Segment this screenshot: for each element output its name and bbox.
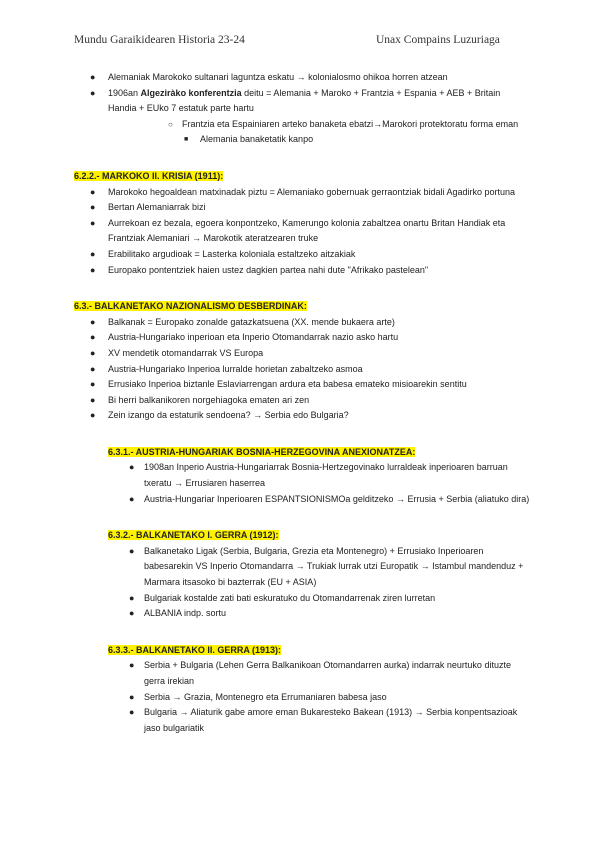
square-bullet-icon: ■: [184, 136, 189, 144]
section-622-list: [0, 185, 600, 279]
bullet-icon: ●: [90, 347, 96, 358]
list-item: ● Bulgariak kostalde zati bati eskuratuko du Otomandarrenak ziren lurretan: [0, 591, 600, 607]
list-item: ● Aurrekoan ez bezala, egoera konpontzeko, Kamerungo kolonia zabaltzea onartu Britan Handiak eta Frantziak Alemaniari → Marokotik ateratzearen truke: [90, 217, 506, 244]
bullet-icon: ●: [129, 493, 135, 504]
list-item: ● Serbia + Bulgaria (Lehen Gerra Balkanikoan Otomandarren aurka) indarrak neurtuko dituzte gerra irekian: [129, 660, 511, 686]
section-632-list: [0, 544, 600, 622]
bullet-icon: ●: [90, 316, 96, 327]
bullet-icon: ●: [90, 363, 96, 374]
bullet-icon: ●: [129, 660, 135, 671]
list-item: ● Europako pontentziek haien ustez dagkien partea nahi dute "Afrikako pastelean": [0, 263, 600, 279]
list-item: ● Errusiako Inperioa biztanle Eslaviarrengan ardura eta babesa emateko misioarekin sentitu: [0, 377, 600, 393]
list-item: ● Zein izango da estaturik sendoena? → Serbia edo Bulgaria?: [0, 408, 600, 424]
section-631-list: [0, 460, 600, 507]
bullet-icon: ●: [90, 217, 96, 228]
list-item: ● Balkanak = Europako zonalde gatazkatsuena (XX. mende bukaera arte): [0, 315, 600, 331]
header-author: Unax Compains Luzuriaga: [376, 34, 500, 46]
section-heading-632: 6.3.2.- BALKANETAKO I. GERRA (1912):: [108, 530, 279, 541]
list-item: ● Bulgaria → Aliaturik gabe amore eman Bukaresteko Bakean (1913) → Serbia konpentsazioak jaso bulgariatik: [129, 707, 518, 733]
list-item: ● Erabilitako argudioak = Lasterka koloniala estaltzeko aitzakiak: [0, 247, 600, 263]
bullet-icon: ●: [90, 264, 96, 275]
intro-list: [0, 70, 600, 148]
bullet-icon: ●: [90, 410, 96, 421]
section-heading-63: 6.3.- BALKANETAKO NAZIONALISMO DESBERDINAK:: [74, 301, 307, 312]
bullet-icon: ●: [90, 202, 96, 213]
bullet-icon: ●: [129, 608, 135, 619]
page-header: [74, 34, 530, 50]
list-item: ● XV mendetik otomandarrak VS Europa: [0, 346, 600, 362]
bullet-icon: ●: [90, 248, 96, 259]
list-item: ● Austria-Hungariako Inperioa lurralde horietan zabaltzeko asmoa: [0, 362, 600, 378]
section-heading-631: 6.3.1.- AUSTRIA-HUNGARIAK BOSNIA-HERZEGOVINA ANEXIONATZEA:: [108, 446, 416, 457]
bullet-icon: ●: [90, 72, 96, 82]
list-item: ● Bertan Alemaniarrak bizi: [0, 200, 600, 216]
bullet-icon: ●: [90, 186, 96, 197]
bullet-icon: ●: [129, 592, 135, 603]
bold-term: Algeziràko konferentzia: [140, 87, 242, 98]
list-item: ● Balkanetako Ligak (Serbia, Bulgaria, Grezia eta Montenegro) + Errusiako Inperioaren babesarekin VS Inperio Otomandarra → Trukiak lurrak utzi Europatik → Istambul mandenduz + Marmara itsasoko bi bazterrak (EU + ASIA): [129, 545, 524, 588]
list-item: ● Austria-Hungariako inperioan eta Inperio Otomandarrak nazio asko hartu: [0, 330, 600, 346]
list-item: ● Austria-Hungariar Inperioaren ESPANTSIONISMOa gelditzeko → Errusia + Serbia (aliatuko dira): [0, 492, 600, 508]
bullet-icon: ●: [90, 394, 96, 405]
header-course-title: Mundu Garaikidearen Historia 23-24: [74, 34, 245, 46]
bullet-icon: ●: [90, 332, 96, 343]
list-item: ● Serbia → Grazia, Montenegro eta Errumaniaren babesa jaso: [0, 690, 600, 706]
list-item: ● Alemaniak Marokoko sultanari laguntza eskatu → kolonialosmo ohikoa horren atzean: [0, 70, 600, 86]
list-item: ● 1906an Algeziràko konferentzia deitu = Alemania + Maroko + Frantzia + Espania + AEB + Britain Handia + EUko 7 estatuk parte hartu: [90, 87, 501, 114]
document-body: [0, 70, 600, 736]
bullet-icon: ●: [129, 462, 135, 473]
sub-sub-list-item: ■ Alemania banaketatik kanpo: [0, 132, 600, 148]
section-heading-633: 6.3.3.- BALKANETAKO II. GERRA (1913):: [108, 644, 282, 655]
bullet-icon: ●: [90, 87, 96, 98]
sub-list-item: ○ Frantzia eta Espainiaren arteko banaketa ebatzi→Marokori protektoratu forma eman: [0, 117, 600, 133]
section-633-list: [0, 658, 600, 736]
circle-bullet-icon: ○: [168, 119, 173, 129]
section-heading-622: 6.2.2.- MARKOKO II. KRISIA (1911):: [74, 170, 224, 181]
list-item: ● ALBANIA indp. sortu: [0, 606, 600, 622]
bullet-icon: ●: [90, 379, 96, 390]
list-item: ● 1908an Inperio Austria-Hungariarrak Bosnia-Hertzegovinako lurraldeak inperioaren barruan txeratu → Errusiaren haserrea: [129, 462, 508, 489]
list-item: ● Bi herri balkanikoren norgehiagoka ematen ari zen: [0, 393, 600, 409]
bullet-icon: ●: [129, 545, 135, 556]
bullet-icon: ●: [129, 707, 135, 718]
section-63-list: [0, 315, 600, 424]
list-item: ● Marokoko hegoaldean matxinadak piztu = Alemaniako gobernuak gerraontziak bidali Agadirko portuna: [0, 185, 600, 201]
bullet-icon: ●: [129, 691, 135, 702]
